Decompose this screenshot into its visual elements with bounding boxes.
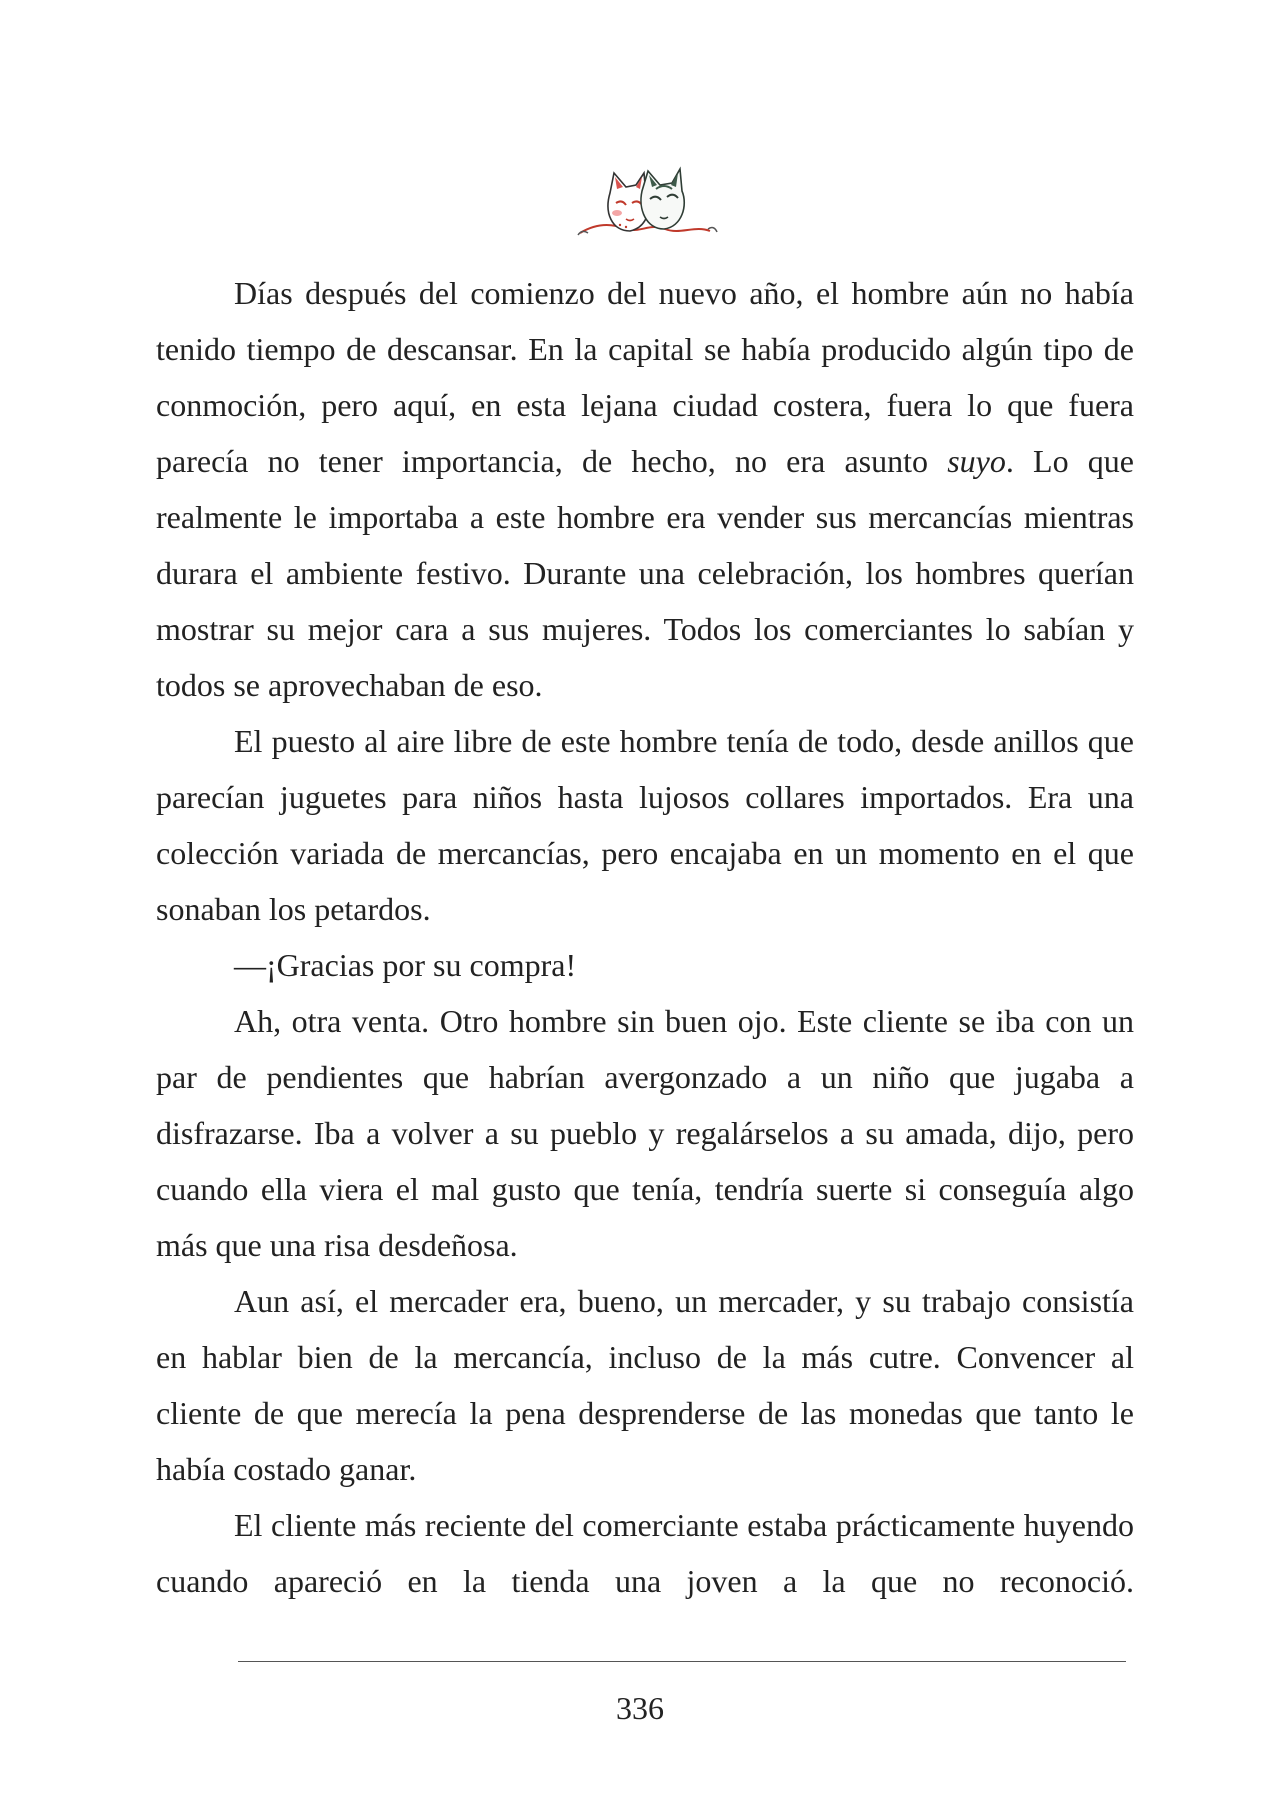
paragraph <box>156 265 1134 713</box>
paragraph: Ah, otra venta. Otro hombre sin buen ojo. Este cliente se iba con un par de pendientes que habrían avergonzado a un niño que jugaba a disfrazarse. Iba a volver a su pueblo y regalárselos a su amada, dijo, pero cuando ella viera el mal gusto que tenía, tendría suerte si conseguía algo más que una risa desdeñosa. <box>156 1003 1134 1263</box>
paragraph: El puesto al aire libre de este hombre tenía de todo, desde anillos que parecían juguetes para niños hasta lujosos collares importados. Era una colección variada de mercancías, pero encajaba en un momento en el que sonaban los petardos. <box>156 723 1134 927</box>
dialogue-line: —¡Gracias por su compra! <box>234 947 577 983</box>
paragraph: Aun así, el mercader era, bueno, un mercader, y su trabajo consistía en hablar bien de la mercancía, incluso de la más cutre. Convencer al cliente de que merecía la pena desprenderse de las monedas que tanto le había costado ganar. <box>156 1283 1134 1487</box>
paragraph-text: . Lo que realmente le importaba a este hombre era vender sus mercancías mientras durara el ambiente festivo. Durante una celebración, los hombres querían mostrar su mejor cara a sus mujeres. Todos los comerciantes lo sabían y todos se aprovechaban de eso. <box>156 443 1134 703</box>
paragraph-text: Días después del comienzo del nuevo año, el hombre aún no había tenido tiempo de descansar. En la capital se había producido algún tipo de conmoción, pero aquí, en esta lejana ciudad costera, fuera lo que fuera parecía no tener importancia, de hecho, no era asunto <box>156 275 1134 479</box>
paragraph: El cliente más reciente del comerciante estaba prácticamente huyendo cuando apareció en la tienda una joven a la que no reconoció. <box>156 1507 1134 1599</box>
kitsune-masks-icon <box>570 165 720 250</box>
body-text <box>156 265 1134 1609</box>
footer-rule <box>238 1661 1126 1662</box>
italic-word: suyo <box>947 443 1006 479</box>
page-number: 336 <box>616 1690 664 1726</box>
